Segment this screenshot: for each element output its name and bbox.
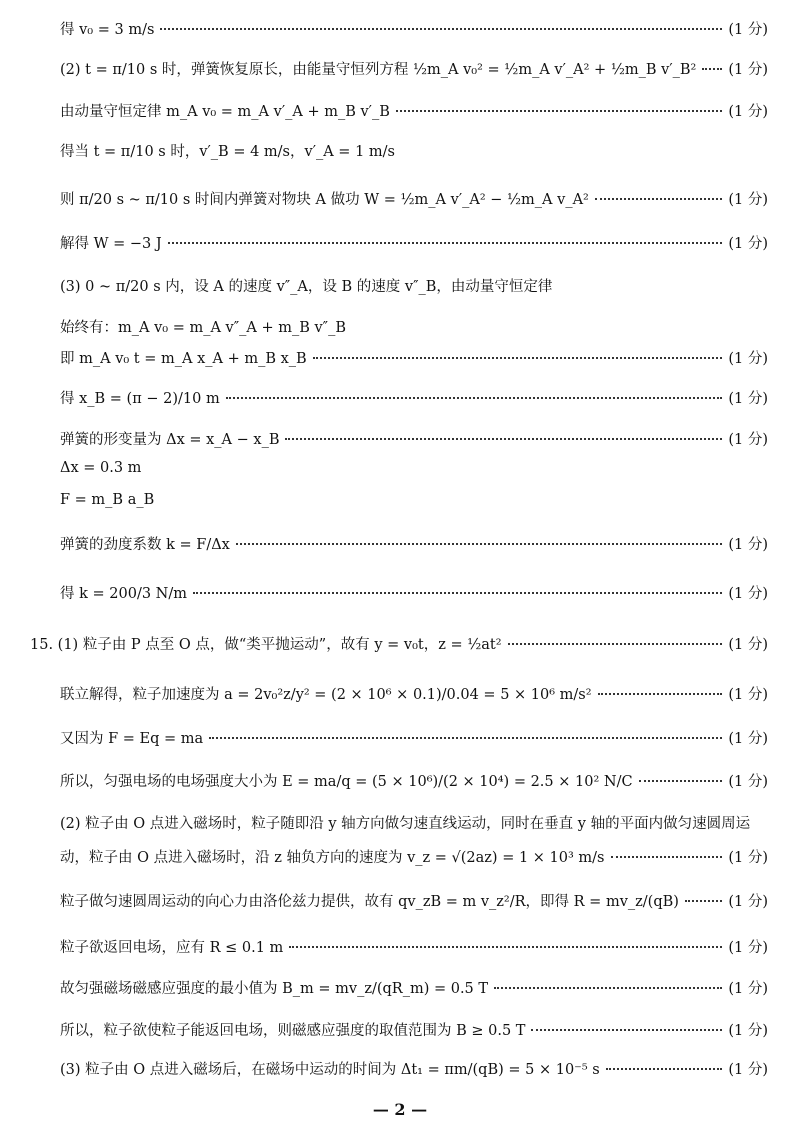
solution-line (60, 387, 768, 408)
solution-line (60, 890, 768, 911)
score-points: (1 分) (728, 894, 768, 910)
solution-line (60, 977, 768, 998)
leader-dots (611, 856, 723, 858)
solution-line (60, 1019, 768, 1040)
line-text: 粒子做匀速圆周运动的向心力由洛伦兹力提供，故有 qv_zB = m v_z²/R，即得 R = mv_z/(qB) (60, 894, 679, 910)
leader-dots (209, 737, 722, 739)
leader-dots (285, 438, 722, 440)
solution-line (60, 683, 768, 704)
score-points: (1 分) (728, 1023, 768, 1039)
solution-line (60, 727, 768, 748)
line-text: 动，粒子由 O 点进入磁场时，沿 z 轴负方向的速度为 v_z = √(2az) = 1 × 10³ m/s (60, 850, 605, 866)
line-text: (2) 粒子由 O 点进入磁场时，粒子随即沿 y 轴方向做匀速直线运动，同时在垂直 y 轴的平面内做匀速圆周运 (60, 816, 751, 832)
line-text: 始终有：m_A v₀ = m_A v″_A + m_B v″_B (60, 320, 347, 336)
solution-line (60, 347, 768, 368)
solution-line (60, 460, 768, 476)
score-points: (1 分) (728, 774, 768, 790)
score-points: (1 分) (728, 687, 768, 703)
solution-line (60, 582, 768, 603)
leader-dots (226, 397, 723, 399)
line-text: 得 v₀ = 3 m/s (60, 22, 155, 38)
line-text: Δx = 0.3 m (60, 460, 142, 476)
score-points: (1 分) (728, 850, 768, 866)
solution-line (60, 100, 768, 121)
line-text: 得当 t = π/10 s 时，v′_B = 4 m/s，v′_A = 1 m/s (60, 144, 395, 160)
line-text: 得 k = 200/3 N/m (60, 586, 187, 602)
solution-line (60, 58, 768, 79)
line-text: (2) t = π/10 s 时，弹簧恢复原长，由能量守恒列方程 ½m_A v₀² = ½m_A v′_A² + ½m_B v′_B² (60, 62, 697, 78)
solution-line (60, 316, 768, 337)
leader-dots (494, 987, 722, 989)
leader-dots (639, 780, 723, 782)
line-text: 则 π/20 s ~ π/10 s 时间内弹簧对物块 A 做功 W = ½m_A v′_A² − ½m_A v_A² (60, 192, 589, 208)
leader-dots (160, 28, 722, 30)
line-text: 解得 W = −3 J (60, 236, 162, 252)
score-points: (1 分) (728, 104, 768, 120)
line-text: 由动量守恒定律 m_A v₀ = m_A v′_A + m_B v′_B (60, 104, 390, 120)
line-text: (3) 0 ~ π/20 s 内，设 A 的速度 v″_A，设 B 的速度 v″_B，由动量守恒定律 (60, 279, 553, 295)
leader-dots (313, 357, 723, 359)
line-text: (3) 粒子由 O 点进入磁场后，在磁场中运动的时间为 Δt₁ = πm/(qB) = 5 × 10⁻⁵ s (60, 1062, 600, 1078)
solution-line (60, 188, 768, 209)
solution-line (60, 1058, 768, 1079)
score-points: (1 分) (728, 432, 768, 448)
leader-dots (595, 198, 722, 200)
score-points: (1 分) (728, 1062, 768, 1078)
line-text: 得 x_B = (π − 2)/10 m (60, 391, 220, 407)
score-points: (1 分) (728, 981, 768, 997)
score-points: (1 分) (728, 940, 768, 956)
score-points: (1 分) (728, 731, 768, 747)
solution-line (60, 533, 768, 554)
solution-line (60, 18, 768, 39)
score-points: (1 分) (728, 236, 768, 252)
leader-dots (606, 1068, 723, 1070)
solution-line (60, 232, 768, 253)
line-text: 所以，匀强电场的电场强度大小为 E = ma/q = (5 × 10⁶)/(2 × 10⁴) = 2.5 × 10² N/C (60, 774, 633, 790)
line-text: 联立解得，粒子加速度为 a = 2v₀²z/y² = (2 × 10⁶ × 0.1)/0.04 = 5 × 10⁶ m/s² (60, 687, 592, 703)
score-points: (1 分) (728, 537, 768, 553)
solution-line (60, 936, 768, 957)
line-text: 弹簧的形变量为 Δx = x_A − x_B (60, 432, 280, 448)
leader-dots (289, 946, 722, 948)
score-points: (1 分) (728, 351, 768, 367)
solution-line (60, 770, 768, 791)
score-points: (1 分) (728, 586, 768, 602)
line-text: 15. (1) 粒子由 P 点至 O 点，做“类平抛运动”，故有 y = v₀t，z = ½at² (30, 637, 502, 653)
line-text: 即 m_A v₀ t = m_A x_A + m_B x_B (60, 351, 307, 367)
leader-dots (702, 68, 722, 70)
solution-line (60, 846, 768, 867)
score-points: (1 分) (728, 62, 768, 78)
solution-line (60, 492, 768, 508)
leader-dots (531, 1029, 722, 1031)
solution-line (60, 812, 768, 833)
leader-dots (193, 592, 722, 594)
solution-line (30, 633, 768, 654)
page-number: — 2 — (372, 1100, 428, 1119)
score-points: (1 分) (728, 192, 768, 208)
line-text: F = m_B a_B (60, 492, 155, 508)
solution-line (60, 275, 768, 296)
solution-line (60, 140, 768, 161)
line-text: 故匀强磁场磁感应强度的最小值为 B_m = mv_z/(qR_m) = 0.5 T (60, 981, 489, 997)
line-text: 粒子欲返回电场，应有 R ≤ 0.1 m (60, 940, 284, 956)
score-points: (1 分) (728, 391, 768, 407)
leader-dots (168, 242, 723, 244)
leader-dots (598, 693, 723, 695)
score-points: (1 分) (728, 22, 768, 38)
leader-dots (508, 643, 723, 645)
leader-dots (396, 110, 722, 112)
score-points: (1 分) (728, 637, 768, 653)
line-text: 所以，粒子欲使粒子能返回电场，则磁感应强度的取值范围为 B ≥ 0.5 T (60, 1023, 526, 1039)
leader-dots (685, 900, 722, 902)
line-text: 又因为 F = Eq = ma (60, 731, 204, 747)
line-text: 弹簧的劲度系数 k = F/Δx (60, 537, 230, 553)
solution-line (60, 428, 768, 449)
leader-dots (236, 543, 722, 545)
